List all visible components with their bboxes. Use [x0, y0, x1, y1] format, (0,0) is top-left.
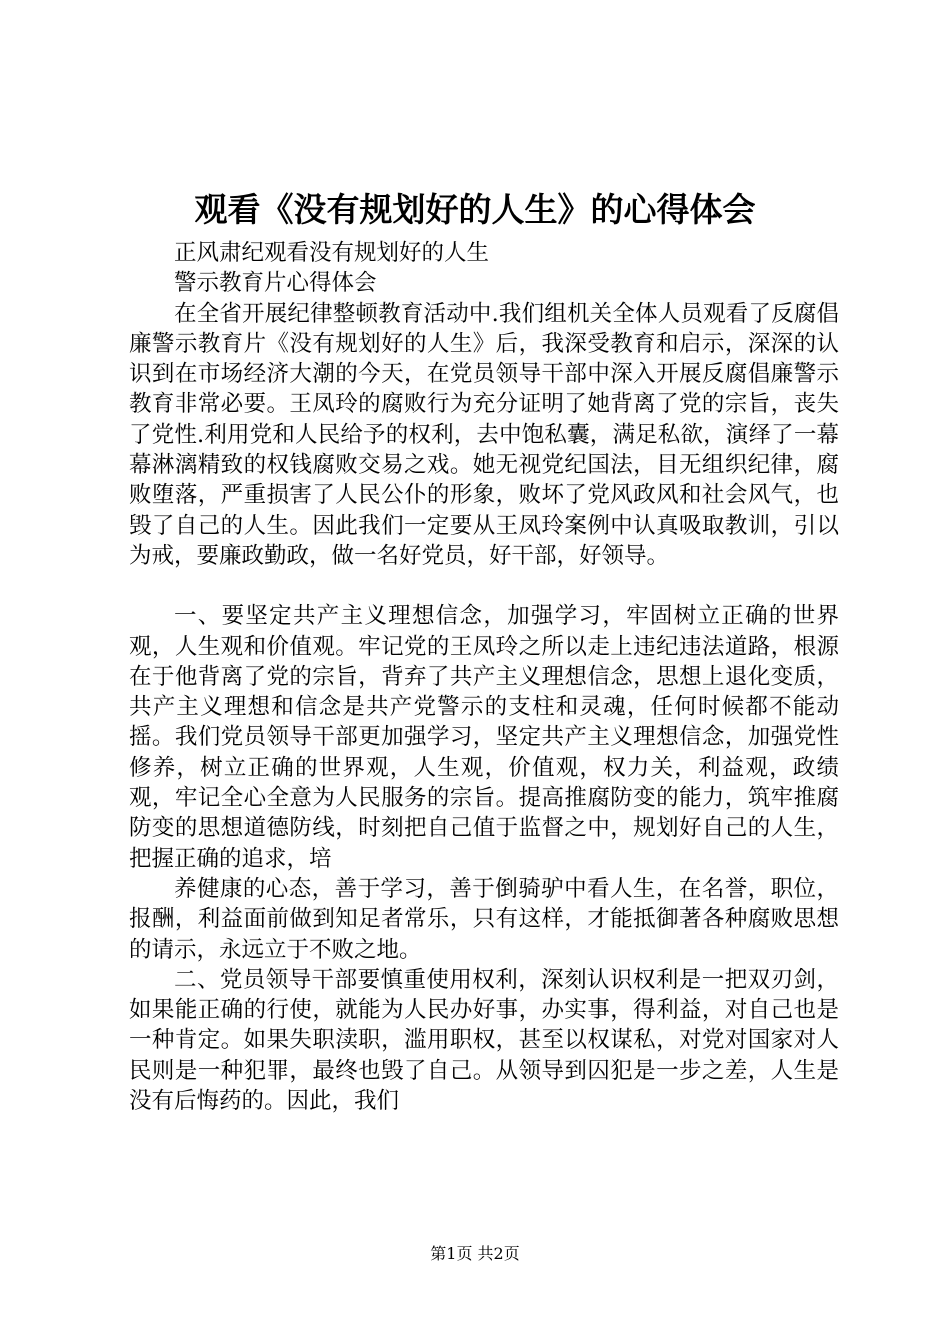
- paragraph-point-one-continued: 养健康的心态，善于学习，善于倒骑驴中看人生，在名誉，职位，报酬，利益面前做到知足者常乐，只有这样，才能抵御著各种腐败思想的请示，永远立于不败之地。: [129, 875, 839, 963]
- document-title: 观看《没有规划好的人生》的心得体会: [194, 190, 756, 229]
- document-body: [129, 238, 839, 1116]
- paragraph-point-two: 二、党员领导干部要慎重使用权利，深刻认识权利是一把双刃剑，如果能正确的行使，就能为人民办好事，办实事，得利益，对自己也是一种肯定。如果失职渎职，滥用职权，甚至以权谋私，对党对国家对人民则是一种犯罪，最终也毁了自己。从领导到囚犯是一步之差，人生是没有后悔药的。因此，我们: [129, 966, 839, 1115]
- subtitle-line-1: 正风肃纪观看没有规划好的人生: [174, 240, 490, 266]
- subtitle-line-2: 警示教育片心得体会: [174, 270, 377, 297]
- paragraph-point-one: 一、要坚定共产主义理想信念，加强学习，牢固树立正确的世界观，人生观和价值观。牢记党的王凤玲之所以走上违纪违法道路，根源在于他背离了党的宗旨，背弃了共产主义理想信念，思想上退化变质，共产主义理想和信念是共产党警示的支柱和灵魂，任何时候都不能动摇。我们党员领导干部更加强学习，坚定共产主义理想信念，加强党性修养，树立正确的世界观，人生观，价值观，权力关，利益观，政绩观，牢记全心全意为人民服务的宗旨。提高推腐防变的能力，筑牢推腐防变的思想道德防线，时刻把自己值于监督之中，规划好自己的人生，把握正确的追求，培: [129, 603, 839, 872]
- paragraph-intro: 在全省开展纪律整顿教育活动中.我们组机关全体人员观看了反腐倡廉警示教育片《没有规划好的人生》后，我深受教育和启示，深深的认识到在市场经济大潮的今天，在党员领导干部中深入开展反腐倡廉警示教育非常必要。王凤玲的腐败行为充分证明了她背离了党的宗旨，丧失了党性.利用党和人民给予的权利，去中饱私囊，满足私欲，演绎了一幕幕淋漓精致的权钱腐败交易之戏。她无视党纪国法，目无组织纪律，腐败堕落，严重损害了人民公仆的形象，败坏了党风政风和社会风气，也毁了自己的人生。因此我们一定要从王凤玲案例中认真吸取教训，引以为戒，要廉政勤政，做一名好党员，好干部，好领导。: [129, 300, 839, 569]
- page-number-footer: 第1页 共2页: [430, 1244, 520, 1263]
